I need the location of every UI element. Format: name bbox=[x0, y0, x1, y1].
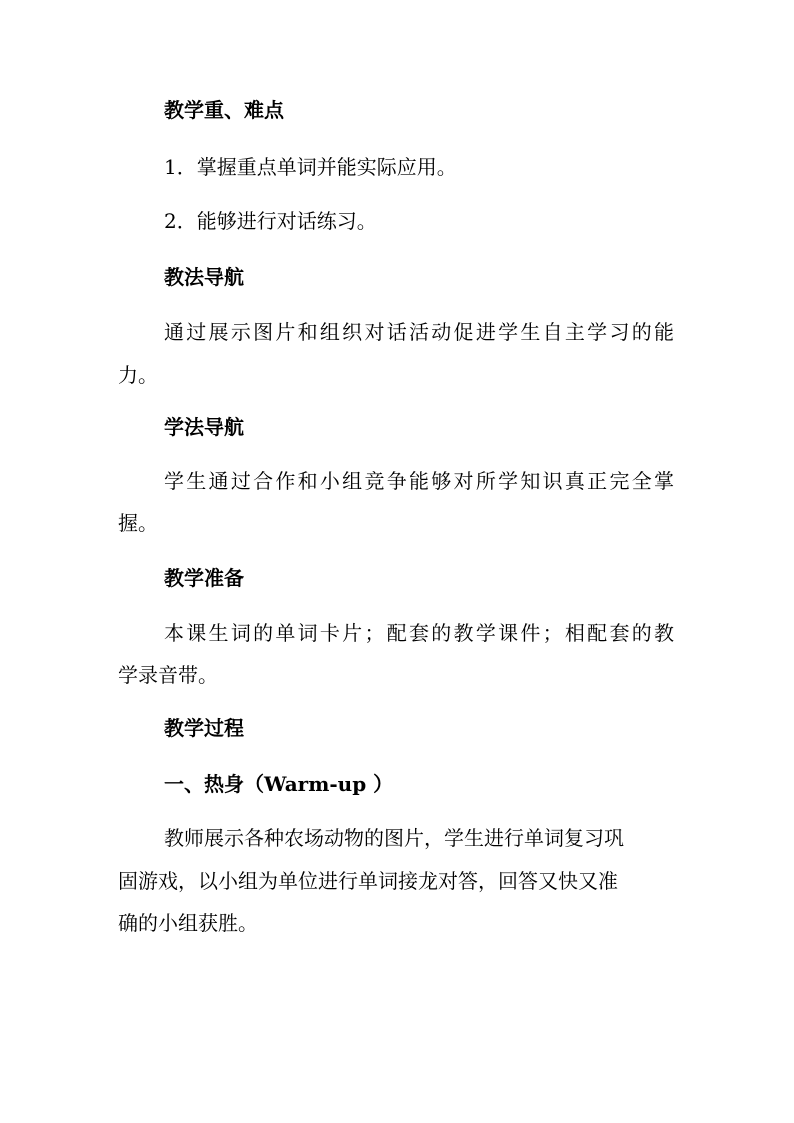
heading-key-points: 教学重、难点 bbox=[164, 98, 284, 122]
heading-process: 教学过程 bbox=[164, 716, 244, 740]
learning-method-paragraph-line-2: 握。 bbox=[118, 511, 158, 535]
process-paragraph-line-2: 固游戏，以小组为单位进行单词接龙对答，回答又快又准 bbox=[118, 869, 618, 893]
teaching-method-paragraph-line-2: 力。 bbox=[118, 363, 158, 387]
process-paragraph-line-3: 确的小组获胜。 bbox=[118, 911, 258, 935]
teaching-method-paragraph-line-1: 通过展示图片和组织对话活动促进学生自主学习的能 bbox=[164, 320, 674, 344]
process-paragraph-line-1: 教师展示各种农场动物的图片，学生进行单词复习巩 bbox=[164, 826, 624, 850]
key-point-item-1: 1．掌握重点单词并能实际应用。 bbox=[164, 155, 457, 179]
heading-learning-method: 学法导航 bbox=[164, 415, 244, 439]
key-point-item-2: 2．能够进行对话练习。 bbox=[164, 209, 377, 233]
preparation-paragraph-line-1: 本课生词的单词卡片；配套的教学课件；相配套的教 bbox=[164, 621, 674, 645]
preparation-paragraph-line-2: 学录音带。 bbox=[118, 663, 218, 687]
heading-preparation: 教学准备 bbox=[164, 566, 244, 590]
learning-method-paragraph-line-1: 学生通过合作和小组竞争能够对所学知识真正完全掌 bbox=[164, 469, 674, 493]
heading-teaching-method: 教法导航 bbox=[164, 265, 244, 289]
subheading-warm-up: 一、热身（Warm-up ） bbox=[164, 772, 394, 796]
